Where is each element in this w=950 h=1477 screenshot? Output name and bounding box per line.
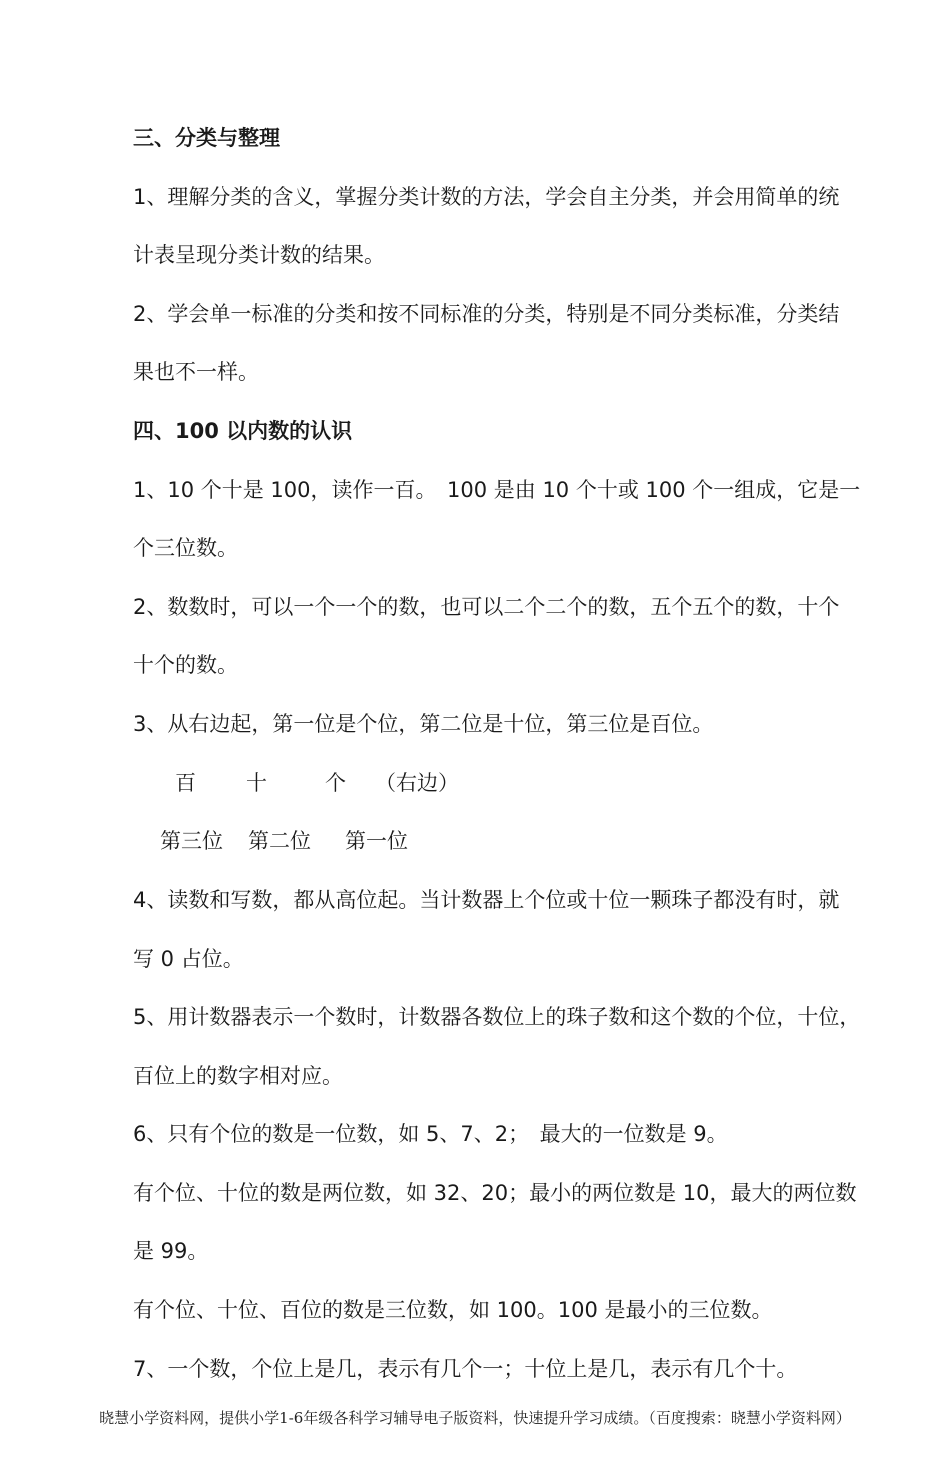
paragraph-line: 2、数数时，可以一个一个的数，也可以二个二个的数，五个五个的数，十个 [133,595,840,619]
paragraph-line: 计表呈现分类计数的结果。 [133,243,385,267]
place-value-positions-row [160,826,945,856]
page-footer: 晓慧小学资料网，提供小学1-6年级各科学习辅导电子版资料，快速提升学习成绩。（百度搜索：晓慧小学资料网） [99,1409,851,1427]
place-name-ones: 个 [325,771,346,795]
paragraph-line: 1、理解分类的含义，掌握分类计数的方法，学会自主分类，并会用简单的统 [133,185,840,209]
paragraph-line: 是 99。 [133,1239,209,1263]
paragraph-line: 十个的数。 [133,653,238,677]
paragraph-line: 4、读数和写数，都从高位起。当计数器上个位或十位一颗珠子都没有时，就 [133,888,840,912]
paragraph-line: 有个位、十位、百位的数是三位数，如 100。100 是最小的三位数。 [133,1298,773,1322]
paragraph-line: 7、一个数，个位上是几，表示有几个一；十位上是几，表示有几个十。 [133,1357,798,1381]
paragraph-line: 5、用计数器表示一个数时，计数器各数位上的珠子数和这个数的个位，十位， [133,1005,861,1029]
paragraph-line: 写 0 占位。 [133,947,244,971]
paragraph-line: 6、只有个位的数是一位数，如 5、7、2； 最大的一位数是 9。 [133,1122,728,1146]
paragraph-line: 2、学会单一标准的分类和按不同标准的分类，特别是不同分类标准，分类结 [133,302,840,326]
paragraph-line: 3、从右边起，第一位是个位，第二位是十位，第三位是百位。 [133,712,714,736]
paragraph-line: 百位上的数字相对应。 [133,1064,343,1088]
place-position-first: 第一位 [345,829,408,853]
place-value-names-row [175,768,950,798]
paragraph-line: 个三位数。 [133,536,238,560]
paragraph-line: 1、10 个十是 100，读作一百。 100 是由 10 个十或 100 个一组成，它是一 [133,478,861,502]
place-position-third: 第三位 [160,829,223,853]
place-position-second: 第二位 [248,829,311,853]
section-heading-classification: 三、分类与整理 [133,126,280,150]
place-name-right-side-note: （右边） [375,771,459,795]
place-name-hundreds: 百 [175,771,196,795]
place-name-tens: 十 [246,771,267,795]
paragraph-line: 有个位、十位的数是两位数，如 32、20；最小的两位数是 10，最大的两位数 [133,1181,857,1205]
paragraph-line: 果也不一样。 [133,360,259,384]
section-heading-numbers-within-100: 四、100 以内数的认识 [133,419,353,443]
